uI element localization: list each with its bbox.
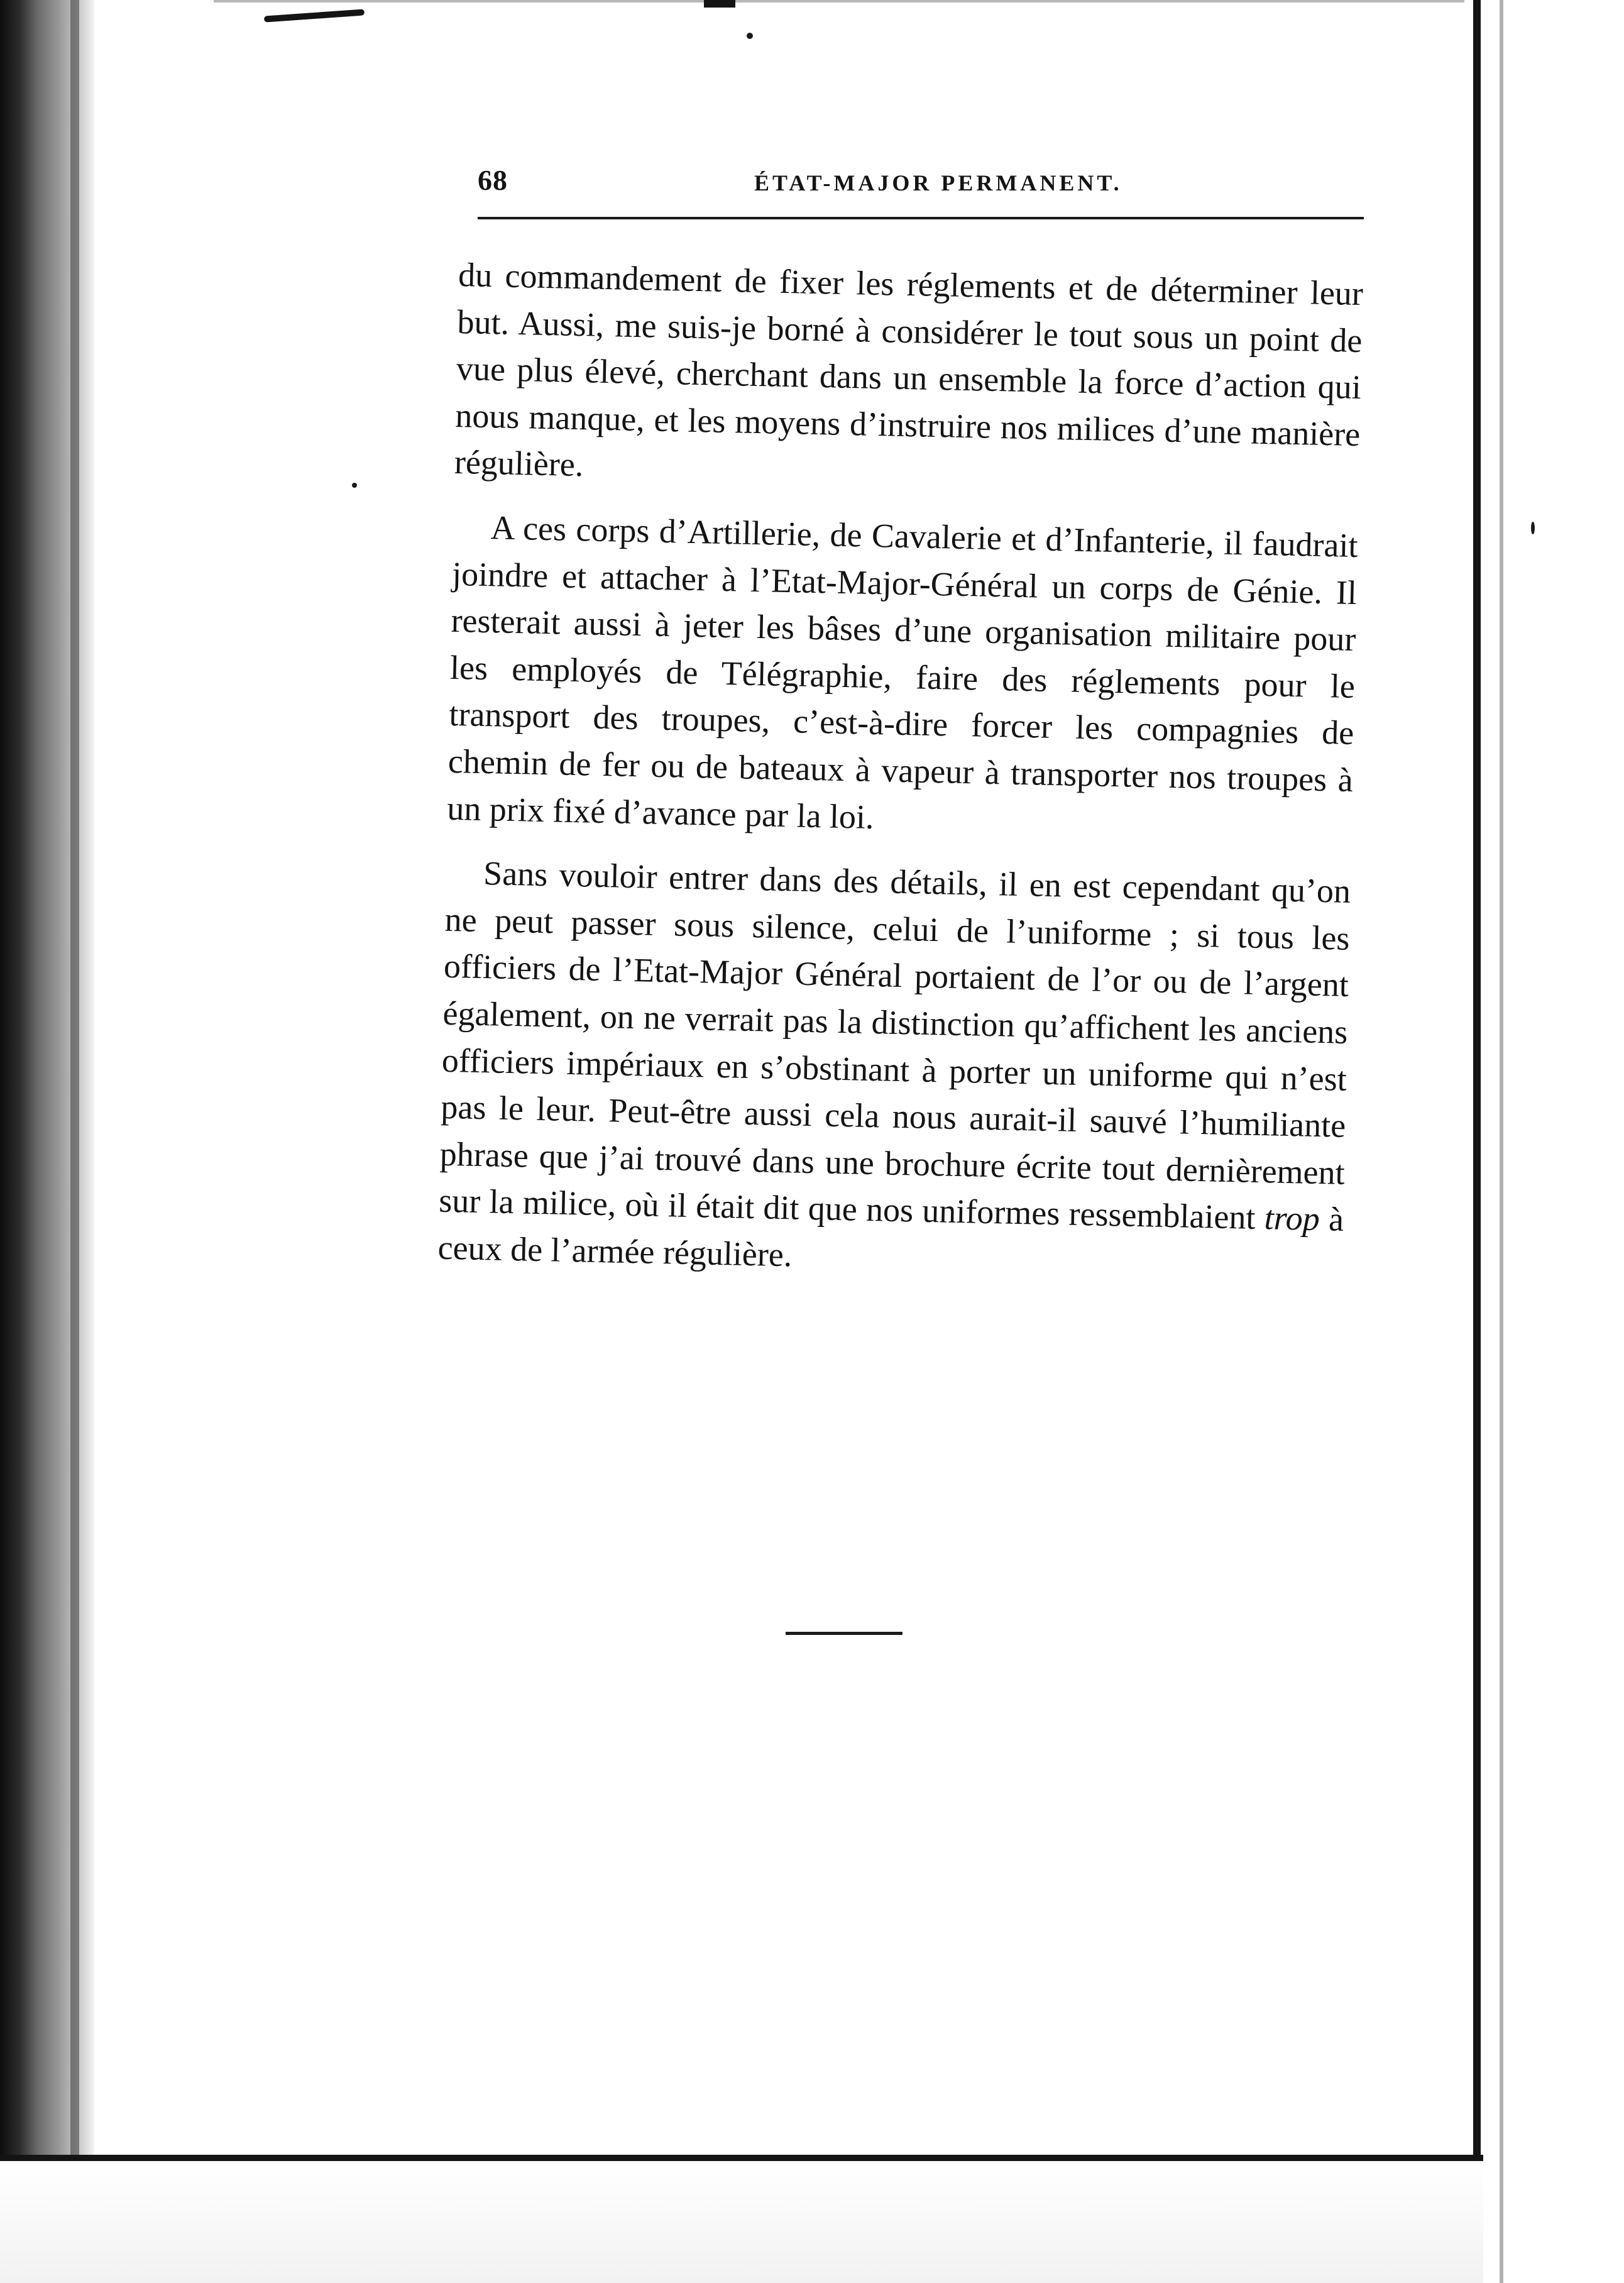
page-number: 68	[478, 164, 508, 196]
body-text	[437, 251, 1363, 1307]
scan-speck	[352, 483, 357, 488]
book-gutter-shadow	[0, 0, 94, 2283]
page-bottom-edge	[0, 2155, 1483, 2161]
paragraph: A ces corps d’Artillerie, de Cavalerie et d’Infanterie, il faudrait joindre et attacher à l’Etat-Major-Général un corps de Génie. Il resterait aussi à jeter les bâses d’une organisation militaire pour les employés de Télégraphie, faire des réglements pour le transport des troupes, c’est-à-dire forcer les compagnies de chemin de fer ou de bateaux à vapeur à transporter nos troupes à un prix fixé d’avance par la loi.	[446, 509, 1359, 836]
next-page-edge	[1473, 0, 1624, 2283]
next-page-edge-line	[1500, 0, 1503, 2283]
scan-speck	[747, 33, 753, 39]
scan-mark	[264, 9, 365, 22]
header-rule	[478, 217, 1364, 219]
running-title: ÉTAT-MAJOR PERMANENT.	[754, 170, 1122, 195]
emphasis: trop	[1264, 1199, 1320, 1238]
paragraph: du commandement de fixer les réglements et de déterminer leur but. Aussi, me suis-je borné à considérer le tout sous un point de vue plus élevé, cherchant dans un ensemble la force d’action qui nous manque, et les moyens d’instruire nos milices d’une manière régulière.	[454, 255, 1364, 484]
page-bottom-shade	[0, 2161, 1483, 2283]
scan-top-edge	[214, 0, 1464, 3]
book-page	[434, 145, 1364, 1527]
paragraph: Sans vouloir entrer dans des détails, il en est cependant qu’on ne peut passer sous silence, celui de l’uniforme ; si tous les officiers de l’Etat-Major Général portaient de l’or ou de l’argent également, on ne verrait pas la distinction qu’affichent les anciens officiers impériaux en s’obstinant à porter un uniforme qui n’est pas le leur. Peut-être aussi cela nous aurait-il sauvé l’humiliante phrase que j’ai trouvé dans une brochure écrite tout dernièrement sur la milice, où il était dit que nos uniformes ressemblaient trop à ceux de l’armée régulière.	[437, 854, 1351, 1274]
scan-speck	[1531, 522, 1535, 534]
closing-rule	[786, 1632, 903, 1635]
scan-mark	[704, 0, 735, 8]
book-gutter-line	[70, 0, 79, 2162]
running-head	[478, 157, 1364, 207]
